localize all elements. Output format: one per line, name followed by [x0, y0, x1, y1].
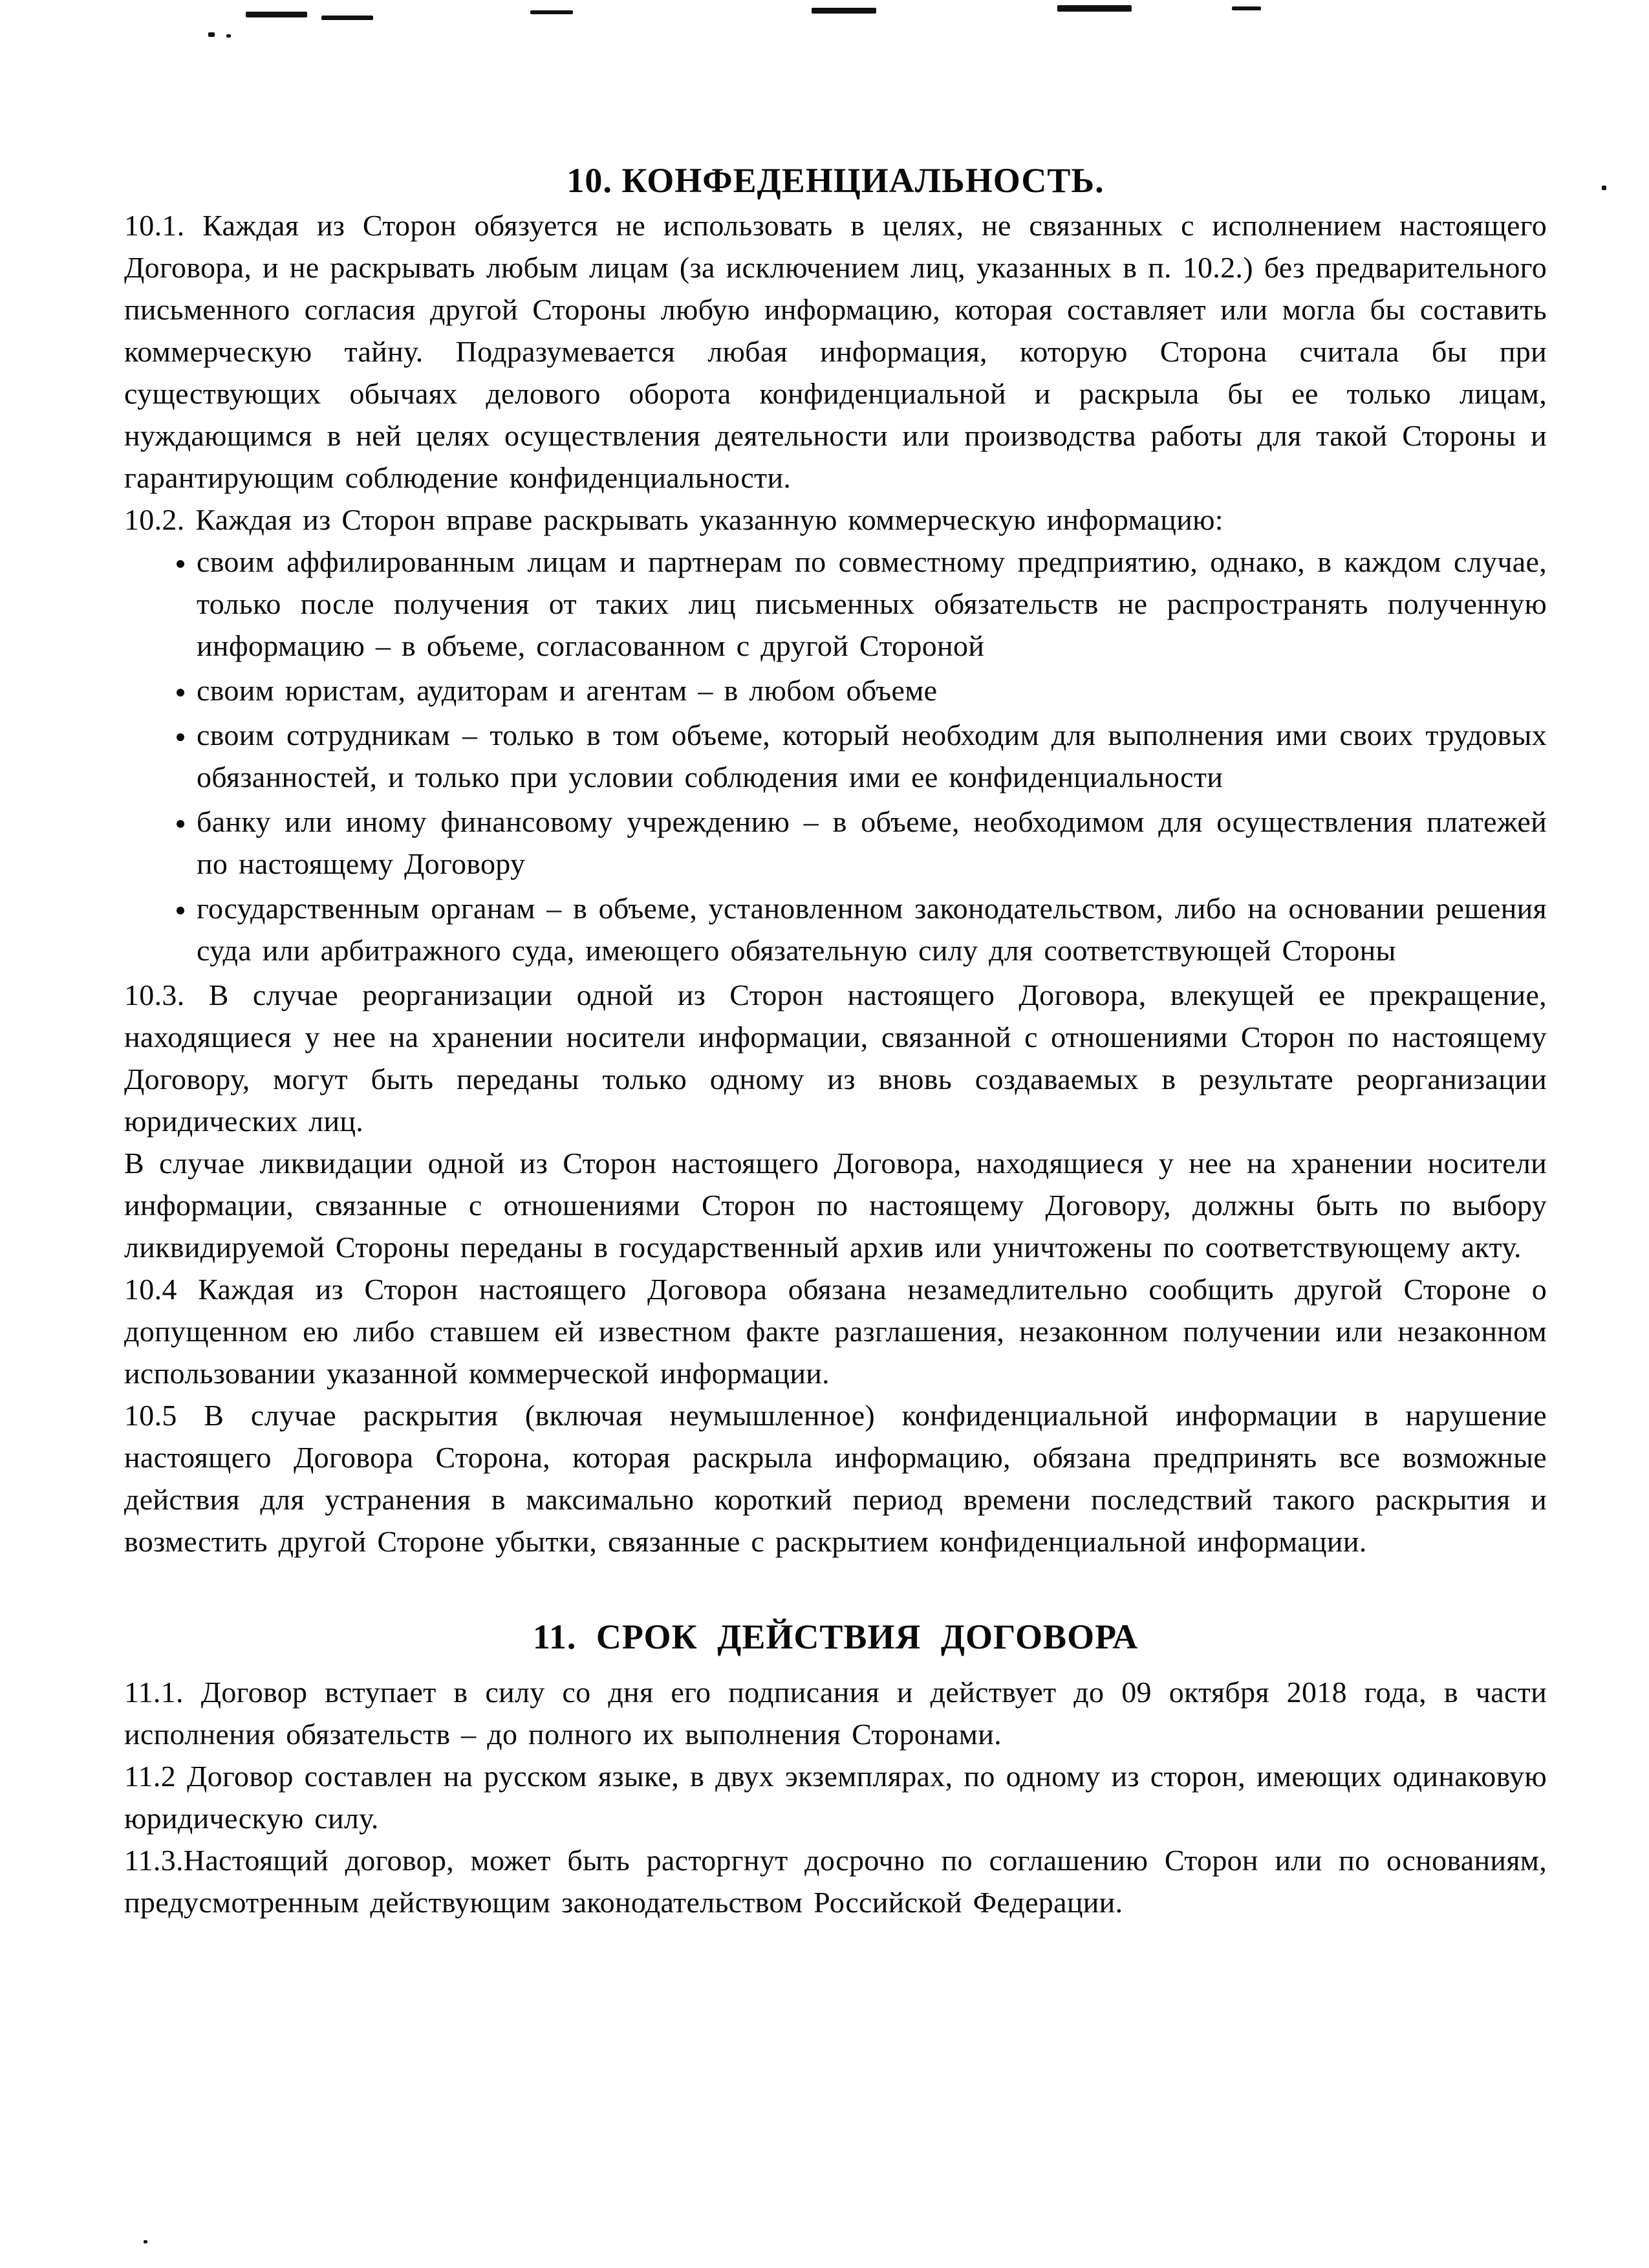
scan-artifact: [321, 16, 373, 20]
clause-10-3-liquidation: В случае ликвидации одной из Сторон настоящего Договора, находящиеся у нее на хранении носители информации, связанные с отношениями Сторон по настоящему Договору, должны быть по выбору ликвидируемой Стороны переданы в государственный архив или уничтожены по соответствующему акту.: [124, 1147, 1547, 1264]
list-item-state-bodies: • государственным органам – в объеме, установленном законодательством, либо на основании решения суда или арбитражного суда, имеющего обязательную силу для соответствующей Стороны: [197, 887, 1547, 971]
clause-10-5: 10.5 В случае раскрытия (включая неумышленное) конфиденциальной информации в нарушение настоящего Договора Сторона, которая раскрыла информацию, обязана предпринять все возможные действия для устранения в максимально короткий период времени последствий такого раскрытия и возместить другой Стороне убытки, связанные с раскрытием конфиденциальной информации.: [124, 1399, 1547, 1558]
scan-artifact: [246, 12, 307, 17]
section-11-heading: 11. СРОК ДЕЙСТВИЯ ДОГОВОРА: [532, 1617, 1139, 1656]
scan-artifact: [1602, 186, 1606, 190]
section-10-heading: 10. КОНФЕДЕНЦИАЛЬНОСТЬ.: [566, 161, 1105, 200]
scan-artifact: [208, 32, 215, 37]
scan-artifact: [530, 10, 573, 14]
clause-11-1: 11.1. Договор вступает в силу со дня его подписания и действует до 09 октября 2018 года, в части исполнения обязательств – до полного их выполнения Сторонами.: [124, 1676, 1547, 1751]
scan-artifact: [812, 8, 876, 14]
clause-10-4: 10.4 Каждая из Сторон настоящего Договора обязана незамедлительно сообщить другой Стороне о допущенном ею либо ставшем ей известном факте разглашения, незаконном получении или незаконном использовании указанной коммерческой информации.: [124, 1273, 1547, 1390]
list-item-lawyers: • своим юристам, аудиторам и агентам – в любом объеме: [197, 669, 1547, 711]
list-item-employees: • своим сотрудникам – только в том объеме, который необходим для выполнения ими своих трудовых обязанностей, и только при условии соблюдения ими ее конфиденциальности: [197, 714, 1547, 798]
list-item-bank: • банку или иному финансовому учреждению – в объеме, необходимом для осуществления платежей по настоящему Договору: [197, 801, 1547, 885]
list-item-affiliates: • своим аффилированным лицам и партнерам по совместному предприятию, однако, в каждом случае, только после получения от таких лиц письменных обязательств не распространять полученную информацию – в объеме, согласованном с другой Стороной: [197, 541, 1547, 667]
clause-10-1: 10.1. Каждая из Сторон обязуется не использовать в целях, не связанных с исполнением настоящего Договора, и не раскрывать любым лицам (за исключением лиц, указанных в п. 10.2.) без предварительного письменного согласия другой Стороны любую информацию, которая составляет или могла бы составить коммерческую тайну. Подразумевается любая информация, которую Сторона считала бы при существующих обычаях делового оборота конфиденциальной и раскрыла бы ее только лицам, нуждающимся в ней целях осуществления деятельности или производства работы для такой Стороны и гарантирующим соблюдение конфиденциальности.: [124, 209, 1547, 494]
clause-11-2: 11.2 Договор составлен на русском языке, в двух экземплярах, по одному из сторон, имеющих одинаковую юридическую силу.: [124, 1760, 1547, 1835]
scan-artifact: [144, 2240, 147, 2243]
contract-text: [124, 160, 1547, 1923]
scan-artifact: [1057, 5, 1132, 12]
clause-10-3: 10.3. В случае реорганизации одной из Сторон настоящего Договора, влекущей ее прекращение, находящиеся у нее на хранении носители информации, связанной с отношениями Сторон по настоящему Договору, могут быть переданы только одному из вновь создаваемых в результате реорганизации юридических лиц.: [124, 978, 1547, 1138]
clause-11-3: 11.3.Настоящий договор, может быть расторгнут досрочно по соглашению Сторон или по основаниям, предусмотренным действующим законодательством Российской Федерации.: [124, 1844, 1547, 1919]
scan-artifact: [226, 34, 231, 38]
disclosure-recipients-list: [124, 541, 1547, 971]
scan-artifact: [1232, 6, 1261, 10]
clause-10-2-intro: 10.2. Каждая из Сторон вправе раскрывать указанную коммерческую информацию:: [124, 503, 1223, 536]
